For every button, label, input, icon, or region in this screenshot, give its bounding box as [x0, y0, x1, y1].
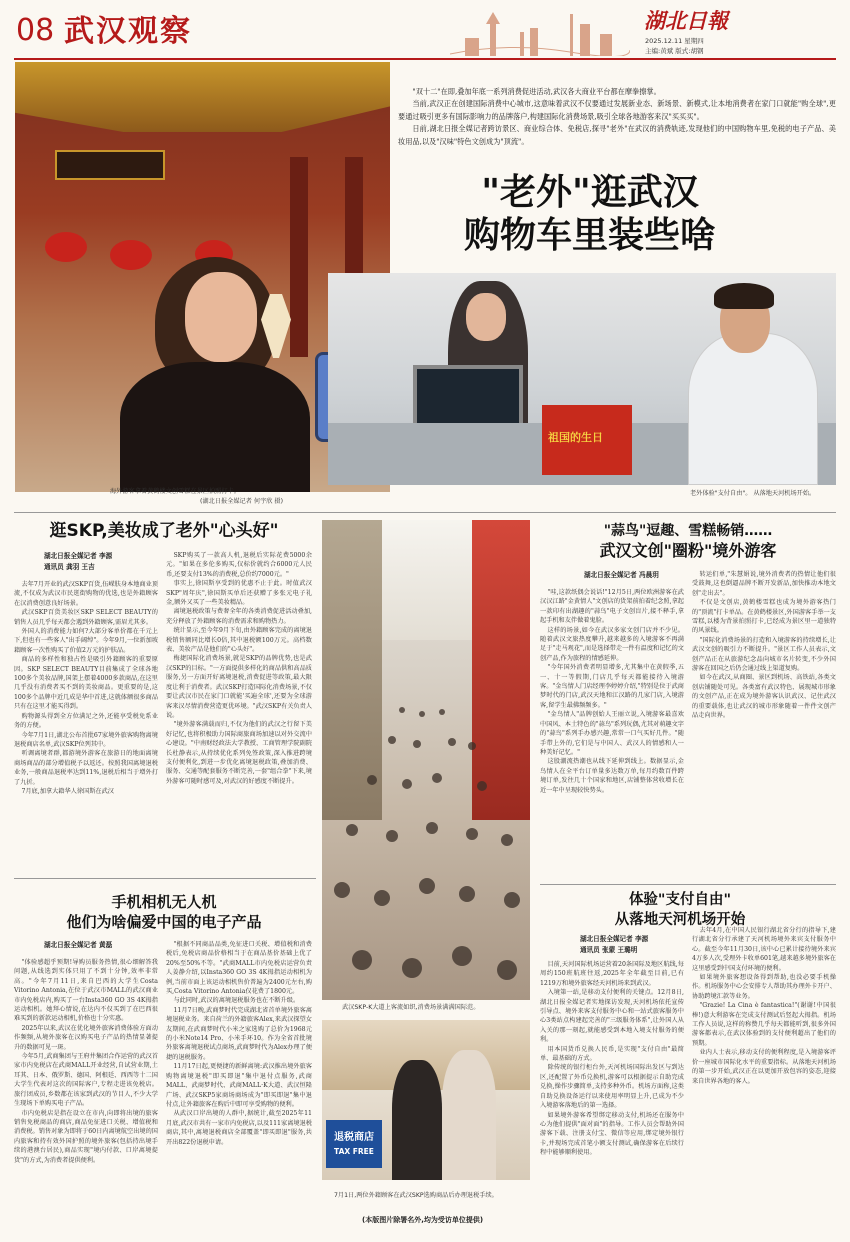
article2-title — [14, 892, 314, 932]
article2-paragraph: 2025年以来,武汉在优化境外旅客消费体验方面动作频频,从境外旅客在汉购买电子产品的热情显著提升的数据可见一斑。 — [14, 1024, 158, 1051]
shop-photo-caption: 7月1日,两位外籍顾客在武汉SKP选购商品后办理退税手续。 — [334, 1192, 498, 1199]
photo-caption-left-2: (湖北日报全媒记者 何宇欣 摄) — [200, 498, 284, 505]
city-skyline-icon — [450, 4, 630, 56]
article3-byline: 湖北日报全媒记者 冯晨玥 — [584, 571, 659, 579]
masthead-rule — [14, 58, 836, 60]
article4-paragraph: 除传统的银行柜台外,天河机场国际出发区与到达区,还配置了外币兑换机,游客可以根据提示自助完成兑换,操作步骤简单,支持多种外币。机场方面称,这类自助兑换设备运行以来使用率明显上升,已成为不少入境游客落地后的第一选择。 — [540, 1064, 684, 1110]
byline-reporter: 湖北日报全媒记者 李源 — [44, 552, 113, 560]
article2-paragraph: 11月17日起,更便捷的新鲜离境:武汉推出境外旅客购物离境退税"即买即退"集中退付点服务,武商MALL、武商梦时代、武商MALL·K大道、武汉恒隆广场、武汉SKP5家商场商场成为"即买即退"集中退付点,让外籍旅客在购后中即可享受购物的便利。 — [166, 1063, 312, 1108]
customer-figure — [392, 1060, 442, 1180]
tourist-body — [120, 362, 310, 492]
article3-paragraph: 这样的场景,如今在武汉多家文创门店并不少见。随着武汉文旅热度攀升,越来越多的入境游客不再满足于"走马观花",而是选择带走一件有温度和记忆的文创产品,作为旅程的情感延伸。 — [540, 626, 684, 662]
page-number: 08 — [16, 13, 55, 48]
article2-paragraph: 与此同时,武汉的离境退税服务也在不断升级。 — [173, 997, 300, 1005]
article2-paragraph: "体验感超乎预期!导购员服务热情,很心细解答我问题,从线选到实体只用了不到十分钟,效率非常高。"今年7月11日,来自巴西的大学生Costa Vitorino Antonia,在位于武汉市MALL的武汉商业市内免税店内,购买了一台Insta360 GO 3S 4K拇指运动相机。她拜心情说,在达内不仅买到了在巴西很难买到的新款运动相机,价格也十分实惠。 — [14, 959, 158, 1023]
main-title — [400, 172, 780, 258]
article4-paragraph: 如果境外游客希望绑定移动支付,机场还在服务中心为他们提供"面对面"的指导。工作人员会帮助外国游客下载、注册支付宝、微信等应用,绑定境外银行卡,并现场完成首笔小额支付测试,确保游客在后续行程中能够顺利使用。 — [540, 1111, 684, 1157]
article3-title — [540, 522, 836, 562]
article1-paragraph: 今年7月1日,湖北公布首批67家境外旅客购物离境退税商店名单,武汉SKP位列其中。 — [14, 731, 158, 748]
article3-paragraph: 如今在武汉,从商圈、景区到机场、高铁站,各类文创店铺随处可见。各类富有武汉特色、展现城市形象的文创产品,正在成为境外游客认识武汉、记住武汉的重要载体,也让武汉的城市形象随着一件件文创产品走向世界。 — [692, 674, 836, 720]
red-lantern — [110, 240, 152, 270]
article1-paragraph: 离境退税政策与费奢全年的各类消费促进活动叠加,充分释放了外籍顾客的消费需求和购物热力。 — [166, 608, 312, 625]
lead-paragraph: "双十二"在即,叠加年底一系列消费促进活动,武汉各大商业平台都在摩拳擦掌。 — [412, 87, 661, 96]
article4-paragraph: 用本国货币兑换人民币,是实现"支付自由"最简单、最基础的方式。 — [540, 1045, 684, 1063]
banner-text: 祖国的生日 — [548, 431, 603, 444]
mall-skylight — [382, 520, 472, 640]
photo-caption-right: 老外体验"支付自由"。 从落地天河机场开始。 — [690, 490, 816, 497]
article3-paragraph: 这股潮流热潮也从线下延伸到线上。数据显示,金鸟情人在全平台订单量多达数万单,每月约数百件跨境订单,发往几十个国家和地区,店铺整体营收增长在近一年中呈现较快势头。 — [540, 758, 684, 794]
article4-title-line-2: 从落地天河机场开始 — [614, 912, 746, 928]
traveler-body — [688, 333, 818, 485]
article3-paragraph: "国际化消费场景的打造和入境游客的持续增长,让武汉文创的吸引力不断提升。"景区工作人员表示,文创产品正在从旅游纪念品向城市名片转变,不少外国游客在回国之后仍会通过线上渠道复购。 — [692, 636, 836, 673]
article1-paragraph: 武汉SKP百货美妆区SKP SELECT BEAUTY的销售人员几乎每天都会遇到外籍顾客,需眉尤其多。 — [14, 609, 158, 626]
tax-free-sign-cn: 退税商店 — [334, 1132, 374, 1143]
article4-paragraph: 目前,天河国际机场运营着20条国际及地区航线,每周约150班航班往返,2025年全年截至目前,已有1219万和境外旅客经天河机场来到武汉。 — [540, 961, 684, 987]
article1-paragraph: 7月底,加拿大籍华人徐国斯在武汉 — [21, 787, 114, 795]
temple-pillar — [290, 157, 308, 357]
masthead — [0, 0, 850, 62]
byline-reporter: 湖北日报全媒记者 李源 — [580, 935, 649, 943]
traveler-hair — [714, 283, 774, 309]
issue-date: 2025.12.11 星期四 — [645, 37, 704, 45]
article1-paragraph: 外国人的消费能力如何?大部分客单价都在千元上下,但也有一些客人"出手阔绰"。今年9月,一位新加坡籍顾客一次性购买了价值2万元的护肤品。 — [14, 628, 158, 654]
photo-caption-left-1: 海外游客拿着黄鹤楼文创雪糕在景区拍照打卡。 — [110, 488, 240, 495]
article4-paragraph: 如果境外旅客想设备得到帮助,也没必要手机操作。机场服务中心会安排专人帮助其办理外卡开户、协助跨境汇款等业务。 — [692, 974, 836, 1000]
article4-paragraph: 业内人士表示,移动支付的便利程度,是入境游客评价一座城市国际化水平的重要指标。从落地天河机场的第一步开始,武汉正在以更加开放包容的姿态,迎接来自世界各地的客人。 — [692, 1049, 836, 1085]
lead-paragraph: 当前,武汉正在创建国际消费中心城市,这意味着武汉不仅要通过发展新业态、新场景、新模式,让本地消费者在家门口就能"购全球",更要通过吸引更多有国际影响力的品牌落户,构建国际化消费场景,吸引全球各地游客来汉"买买买"。 — [398, 99, 836, 121]
article1-col1 — [14, 580, 158, 872]
crowd-pattern — [322, 700, 530, 1000]
tax-free-sign-en: TAX FREE — [334, 1147, 374, 1156]
airport-photo — [328, 273, 836, 485]
article1-col2 — [166, 551, 312, 872]
article2-paragraph: 市内免税店是指在设立在市内,向即将出境的旅客销售免税商品的商店,商品免征进口关税、增值税和消费税。销售对象为即将于60日内离境航空出境的国内旅客和持有效外国护照的境外旅客(包括持出境手续的港澳台居民),商品实现"境内付款、口岸离境提货"的方式,为消费者提供便利。 — [14, 1109, 158, 1164]
article4-byline — [580, 934, 690, 956]
tourist-face — [185, 272, 257, 362]
staff-face — [466, 293, 506, 341]
article4-col1 — [540, 960, 684, 1232]
article2-paragraph: "根据不同商品品类,免征进口关税、增值税和消费税后,免税店商品价格相当于在商品基价基础上优了20%至50%不等。"武商MALL市内免税店运营负责人姜静介绍,以Insta360 GO 3S 4K拇指运动相机为例,当前市面上该运动相机售价普遍为2400元左右,购买,Costa Vitorino Antonia仅花费了1800元。 — [166, 941, 312, 996]
article1-paragraph: 听调离境者群,都游境外游客在旅游日的地面离境商场商品的部分增值税予以返还。按照我国离境退税业务,一般商品退税率达到11%,退税后相当于增外打了九折。 — [14, 750, 158, 786]
article3-paragraph: "金鸟情人"品牌创始人王丽立说,入境游客最喜欢中国风、本土特色的"蒜鸟"系列玩偶,尤其对萌趣文字的"蒜鸟"系列手办感兴趣,常常一口气买好几件。"随手带上外的,它们是与中国人、武汉人的情感和人一种美好记忆。" — [540, 711, 684, 756]
mall-photo-caption: 武汉SKP-K大道上客流如织,消费场景满满国际范。 — [342, 1004, 480, 1011]
mall-crowd-photo — [322, 520, 530, 1000]
article3-paragraph: 转运们单,"朱慧娟说,境外消费者的热情让他们很受鼓舞,这也倒逼品牌不断开发新品,加快推动本地文创"走出去"。 — [692, 571, 836, 597]
temple-roof — [15, 62, 390, 132]
byline-correspondent: 通讯员 张蒙 王璐明 — [580, 946, 638, 954]
article2-paragraph: 11月7日晚,武商梦时代完成湖北省首单境外旅客离境退税业务。来自荷兰的外籍旅客Alex,来武汉探望女友期间,在武商梦时代小米之家选购了总价为1968元的小米Note14 Pro、小米手环10。作为全省首批境外旅客离境退税试点商场,武商梦时代为Alex办理了便捷的退税服务。 — [166, 1006, 312, 1061]
column-rule — [14, 878, 316, 879]
article4-paragraph: "Grazie! La Cina è fantastica!"(谢谢!中国很棒!)意大利游客在完成支付测试后竖起大拇指。机场工作人员说,这样的称赞几乎每天都能听到,很多外国游客都表示,在武汉体验到的支付便利超出了他们的预期。 — [692, 1002, 836, 1047]
column-rule — [540, 884, 836, 885]
byline-correspondent: 通讯员 龚羽 王吉 — [44, 563, 95, 571]
customer-figure — [442, 1050, 496, 1180]
article4-paragraph: 去年4月,在中国人民银行湖北省分行的指导下,建行湖北省分行承建了天河机场境外来宾支付服务中心。截至今年11月30日,该中心已累计接待境外来宾4万多人次,受理外卡收单601笔,越来越多境外旅客在这里感受到中国支付环境的便利。 — [692, 927, 836, 972]
section-rule — [14, 512, 836, 513]
article3-title-line-1: "蒜鸟"逗趣、雪糕畅销…… — [603, 523, 773, 539]
article3-col1 — [540, 588, 684, 878]
article2-paragraph: 今年5月,武商集团与王府井集团合作运营的武汉首家市内免税店在武商MALL开业经营,自试营业期,土耳其、日本、俄罗斯、德国、阿根廷、西西等十二国大学生代表对这次的国际客户,专程走进该免税店。旅行团成员,乡数都在该家到武汉的节目人,不少大学生现场下单购买电子产品。 — [14, 1053, 158, 1108]
lead-text — [398, 86, 836, 148]
article2-col1 — [14, 958, 158, 1232]
article4-paragraph: 入境第一站,是移动支付便利的关键点。12月8日,湖北日报全媒记者实地探访发现,天河机场依托宣传引导点、境外来客支付服务中心和一站式旅客服务中心3类站点构建起完善的"三级服务体系",让外国人从入关的那一刻起,就能感受到本地入境支付服务的便利。 — [540, 989, 684, 1044]
temple-plaque — [55, 150, 165, 180]
article1-paragraph: 购物源头得到全方位满足之外,还能享受税免系业务的方便。 — [14, 712, 158, 730]
article3-paragraph: 不仅是文创店,黄鹤楼雪糕也成为境外游客热门的"顶流"打卡单品。在黄鹤楼景区,外国游客手举一支雪糕,以楼为背景拍照打卡,已经成为景区里一道独特的风景线。 — [692, 599, 836, 635]
tax-free-shop-photo — [322, 1020, 530, 1180]
article3-paragraph: "哇,这款纸偶会说话!"12月5日,两位欧洲游客在武汉汉江路"金黄情人"文创店的货架前拍着纪念照,拿起一款印有出湖趣的"蒜鸟"电子文创盲片,接不释手,拿起手机和友伴做着鬼脸。 — [540, 589, 684, 625]
banner-sign — [542, 405, 632, 475]
article2-title-line-2: 他们为啥偏爱中国的电子产品 — [66, 913, 262, 931]
article1-title: 逛SKP,美妆成了老外"心头好" — [49, 521, 279, 541]
article1-paragraph: 商品的多样性和独占性是吸引外籍顾客的重要原因。SKP SELECT BEAUTY目前集成了全球各地100多个美妆品牌,国架上摆着4000多款商品,在这里几乎没有消费者买不到的美妆商品。更重要的是,这100多个品牌中近几成是华中首进,这就体额很多商品只有在这里才能买得到。 — [14, 656, 158, 711]
article1-paragraph: SKP购买了一款高人机,退税后实际花费5000余元。"如果在多伦多购买,仅标价就约合6000元人民币,还要支付13%的消费税,总价约7000元。" — [166, 552, 312, 578]
article3-title-line-2: 武汉文创"圈粉"境外游客 — [599, 541, 777, 560]
lead-paragraph: 日前,湖北日报全媒记者跨访景区、商业综合体、免税店,探寻"老外"在武汉的消费轨迹,发现他们的中国购物车里,免税的电子产品、美妆用品,以及"汉味"特色文创成为"顶流"。 — [398, 124, 836, 146]
article4-title — [580, 890, 780, 930]
section-title: 武汉观察 — [64, 14, 192, 49]
article3-col2 — [692, 570, 836, 878]
main-title-line-2: 购物车里装些啥 — [463, 215, 716, 256]
article4-title-line-1: 体验"支付自由" — [628, 892, 732, 908]
editor-line: 主编:黄斌 版式:胡钢 — [645, 47, 704, 55]
article4-col2 — [692, 926, 836, 1232]
paper-logo: 湖北日報 — [644, 8, 728, 33]
article1-paragraph: 统计显示,至今年9月下旬,由外籍顾客完成的离境退税销售额同比增长0倍,其中退税额100万元。高档数表、美妆产品是他们的"心头好"。 — [166, 627, 312, 654]
article2-byline: 湖北日报全媒记者 黄磊 — [44, 941, 113, 949]
article1-paragraph: 事实上,徐国斯享受到的优惠不止于此。时值武汉SKP"周年庆",徐国斯买单后还获赠了多张元电子礼金,额外又买了一些美妆精品。 — [166, 580, 312, 607]
article3-paragraph: "今年国外消费者明显增多,尤其集中在黄假季,五一、十一等假期,门店几乎每天都能接待入境游客。"金鸟情人门店经理李婷婷介绍,"特别是位于武商梦时代的门店,武汉天地和江汉路的几家门店,入境游客,留学生最佛频频多。" — [540, 664, 684, 709]
photo-credit: (本版图片除署名外,均为受访单位提供) — [362, 1216, 484, 1224]
article2-paragraph: 从武汉口岸出境的人群中,据统计,截至2025年11月底,武汉市共有一家市内免税店,以及111家离境退税商店,其中,离境退税商店全部覆盖"即买即退"服务,共开出822份退税申请。 — [166, 1110, 312, 1146]
red-lantern — [45, 232, 87, 262]
main-title-line-1: "老外"逛武汉 — [481, 172, 699, 213]
article2-col2 — [166, 940, 312, 1232]
tax-free-sign — [326, 1120, 382, 1168]
article1-paragraph: "境外游客满载而归,不仅为他们的武汉之行留下美好记忆,也将积极助力国际商旅商场加速以对外交流中心建设。"中南财经政法大学教授、工商管理学院副院长杜静表示,从持续优化系列免签政策,深入推进跨境支付便利化,到进一步优化离境退税政策,叠加消费、服务、交通等配套服务不断完善,一套"组合拳"下来,境外游客可随时感可及,对武汉的好感度不断提升。 — [166, 721, 312, 785]
article2-title-line-1: 手机相机无人机 — [111, 893, 217, 911]
article1-paragraph: 梅捷国际化消费场景,就是SKP的品牌优势,也是武汉SKP的目标。"一方面提供多样化的商品供和高品质服务,另一方面开好离境退税,消费促进等政策,最大限度让利于消费者。武汉SKP打造国际化消费场景,不仅要让武汉市民在家门口就能'买遍全球',还要为全球游客来汉尽情消费营造更优环境。"武汉SKP有关负责人说。 — [166, 655, 312, 719]
article1-byline — [44, 551, 164, 573]
article1-paragraph: 去年7月开业的武汉SKP百货,伍嵘肤身本地商业顶流,不仅成为武汉市民逛街购物的优选,也是外籍顾客在汉消费创意良好场景。 — [14, 581, 158, 607]
